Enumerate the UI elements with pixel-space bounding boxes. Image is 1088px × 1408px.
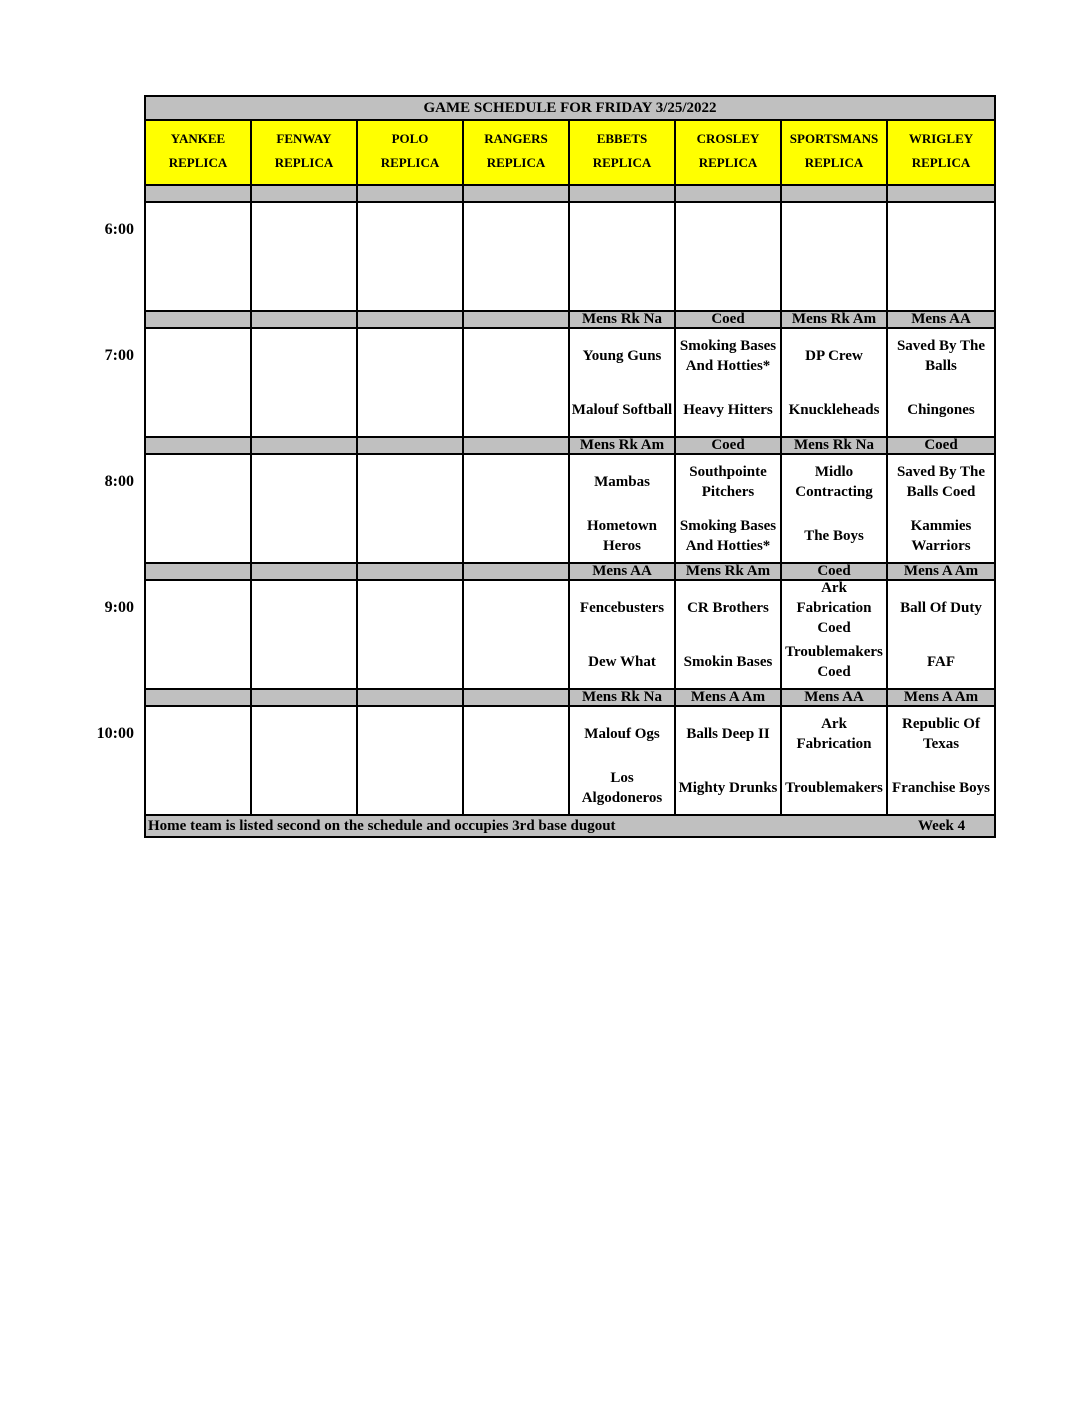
home-team-box [888,761,994,814]
field-subtitle: REPLICA [380,155,440,170]
home-team: Heavy Hitters [683,401,773,418]
division-label [464,186,570,201]
field-header [676,121,782,184]
division-label [358,438,464,453]
field-name: YANKEE [170,131,226,146]
division-label [676,186,782,201]
away-team: Saved By The Balls [896,338,986,374]
home-team-box [570,761,674,814]
footer-row [146,816,994,836]
division-label [146,312,252,327]
away-team-box [888,707,994,761]
game-cell [464,203,570,310]
away-team: Republic Of Texas [902,716,980,752]
division-label: Mens A Am [903,690,979,705]
away-team: Malouf Ogs [584,726,660,742]
division-label: Mens Rk Na [782,438,888,453]
away-team-box [676,329,780,383]
away-team: Saved By The Balls Coed [896,464,986,500]
game-cell [146,329,252,436]
game-cell [888,329,994,436]
home-team: The Boys [804,527,864,544]
game-cell [252,455,358,562]
away-team: DP Crew [805,348,863,364]
home-team-box [782,761,886,814]
game-cell [358,329,464,436]
schedule-title: GAME SCHEDULE FOR FRIDAY 3/25/2022 [146,97,994,121]
game-cell [676,203,782,310]
field-header [888,121,994,184]
game-cell [570,581,676,688]
division-label: Mens Rk Am [782,312,888,327]
division-label: Mens Rk Am [676,564,782,579]
game-cell [676,329,782,436]
game-cell [570,329,676,436]
game-row [146,203,994,312]
division-label [358,564,464,579]
field-subtitle: REPLICA [911,155,971,170]
division-label: Mens Rk Na [570,690,676,705]
game-row [146,329,994,438]
division-label: Mens Rk Na [570,312,676,327]
game-cell [570,455,676,562]
away-team: Ball Of Duty [900,600,982,616]
field-name: SPORTSMANS [789,131,879,146]
division-label [146,438,252,453]
away-team-box [888,455,994,509]
game-cell [888,581,994,688]
field-subtitle: REPLICA [698,155,758,170]
field-header [252,121,358,184]
game-cell [464,329,570,436]
game-cell [358,707,464,814]
home-team: Smoking Bases And Hotties* [679,517,777,554]
game-cell [570,203,676,310]
field-header [146,121,252,184]
away-team-box [570,581,674,635]
home-team: Los Algodoneros [581,769,663,806]
home-team-box [570,509,674,562]
game-cell [888,203,994,310]
time-label: 9:00 [104,599,134,616]
schedule-table [144,95,996,838]
home-team-box [888,635,994,688]
division-label [782,186,888,201]
week-label: Week 4 [918,818,966,834]
home-team: Dew What [588,653,656,670]
away-team-box [570,707,674,761]
time-label: 10:00 [96,725,134,742]
game-row [146,581,994,690]
division-label: Mens A Am [903,564,979,579]
division-label [464,690,570,705]
time-label: 6:00 [104,221,134,238]
game-cell [146,707,252,814]
division-label: Mens AA [570,564,676,579]
division-row [146,690,994,707]
field-subtitle: REPLICA [592,155,652,170]
game-cell [464,455,570,562]
field-header [464,121,570,184]
away-team-box [782,329,886,383]
away-team: Fencebusters [579,600,665,616]
away-team-box [782,581,886,635]
division-label [252,186,358,201]
home-team-box [888,383,994,436]
division-row [146,438,994,455]
home-team-box [888,509,994,562]
division-label [252,312,358,327]
home-team-box [782,383,886,436]
game-cell [146,581,252,688]
division-label: Coed [676,312,782,327]
division-row [146,186,994,203]
game-cell [782,581,888,688]
away-team-box [888,329,994,383]
division-label: Coed [782,564,888,579]
game-cell [676,455,782,562]
home-team-box [676,761,780,814]
division-label: Mens A Am [676,690,782,705]
game-cell [358,203,464,310]
home-team-box [782,635,886,688]
game-cell [146,203,252,310]
division-label [358,186,464,201]
division-label [252,438,358,453]
field-subtitle: REPLICA [168,155,228,170]
field-subtitle: REPLICA [804,155,864,170]
home-team: Chingones [907,401,975,418]
division-label [358,312,464,327]
division-label [146,186,252,201]
home-team-box [676,635,780,688]
field-name: EBBETS [596,131,648,146]
division-label [888,186,994,201]
game-cell [782,329,888,436]
game-cell [358,455,464,562]
away-team-box [676,455,780,509]
home-team-box [676,383,780,436]
field-subtitle: REPLICA [486,155,546,170]
home-team: Malouf Softball [571,401,673,418]
division-label [252,564,358,579]
division-label [570,186,676,201]
away-team-box [570,455,674,509]
home-team: Troublemakers [785,779,883,796]
home-team-box [782,509,886,562]
away-team-box [570,329,674,383]
away-team-box [782,707,886,761]
field-name: RANGERS [484,131,548,146]
game-cell [782,203,888,310]
field-header-row [146,121,994,186]
home-team-box [676,509,780,562]
away-team-box [676,707,780,761]
away-team: Balls Deep II [686,726,770,742]
division-label [464,438,570,453]
time-label: 7:00 [104,347,134,364]
home-team-box [570,383,674,436]
game-cell [358,581,464,688]
away-team-box [676,581,780,635]
game-cell [252,203,358,310]
game-cell [252,707,358,814]
game-row [146,707,994,816]
home-team: Kammies Warriors [910,517,972,554]
schedule-body [146,186,994,816]
game-cell [782,455,888,562]
home-team: Smokin Bases [683,653,773,670]
home-team: FAF [926,653,956,670]
game-row [146,455,994,564]
footer-note: Home team is listed second on the schedule and occupies 3rd base dugout [148,818,616,834]
game-cell [464,581,570,688]
home-team-box [570,635,674,688]
away-team: Southpointe Pitchers [689,464,767,500]
game-cell [888,707,994,814]
field-header [570,121,676,184]
game-cell [252,329,358,436]
division-label: Coed [676,438,782,453]
home-team: Knuckleheads [788,401,880,418]
division-label [358,690,464,705]
away-team: Ark Fabrication Coed [796,580,872,636]
field-subtitle: REPLICA [274,155,334,170]
time-label: 8:00 [104,473,134,490]
game-cell [782,707,888,814]
away-team-box [888,581,994,635]
field-name: WRIGLEY [908,131,974,146]
game-cell [888,455,994,562]
division-label [464,312,570,327]
away-team-box [782,455,886,509]
away-team: Ark Fabrication [796,716,872,752]
away-team: Young Guns [582,348,662,364]
field-name: FENWAY [276,131,332,146]
away-team: CR Brothers [687,600,769,616]
game-cell [570,707,676,814]
division-label [146,690,252,705]
division-label: Mens AA [911,312,971,327]
field-header [782,121,888,184]
home-team: Hometown Heros [587,517,657,554]
division-label: Mens Rk Am [570,438,676,453]
game-cell [676,581,782,688]
division-label [146,564,252,579]
home-team: Troublemakers Coed [785,643,883,680]
game-cell [146,455,252,562]
field-name: POLO [391,131,429,146]
game-cell [252,581,358,688]
division-label: Mens AA [782,690,888,705]
game-cell [676,707,782,814]
field-header [358,121,464,184]
division-label [464,564,570,579]
division-label [252,690,358,705]
division-row [146,312,994,329]
field-name: CROSLEY [696,131,760,146]
away-team: Smoking Bases And Hotties* [679,338,777,374]
away-team: Midlo Contracting [795,464,873,500]
away-team: Mambas [594,474,650,490]
division-label: Coed [924,438,958,453]
home-team: Mighty Drunks [678,779,778,796]
home-team: Franchise Boys [892,779,990,796]
game-cell [464,707,570,814]
